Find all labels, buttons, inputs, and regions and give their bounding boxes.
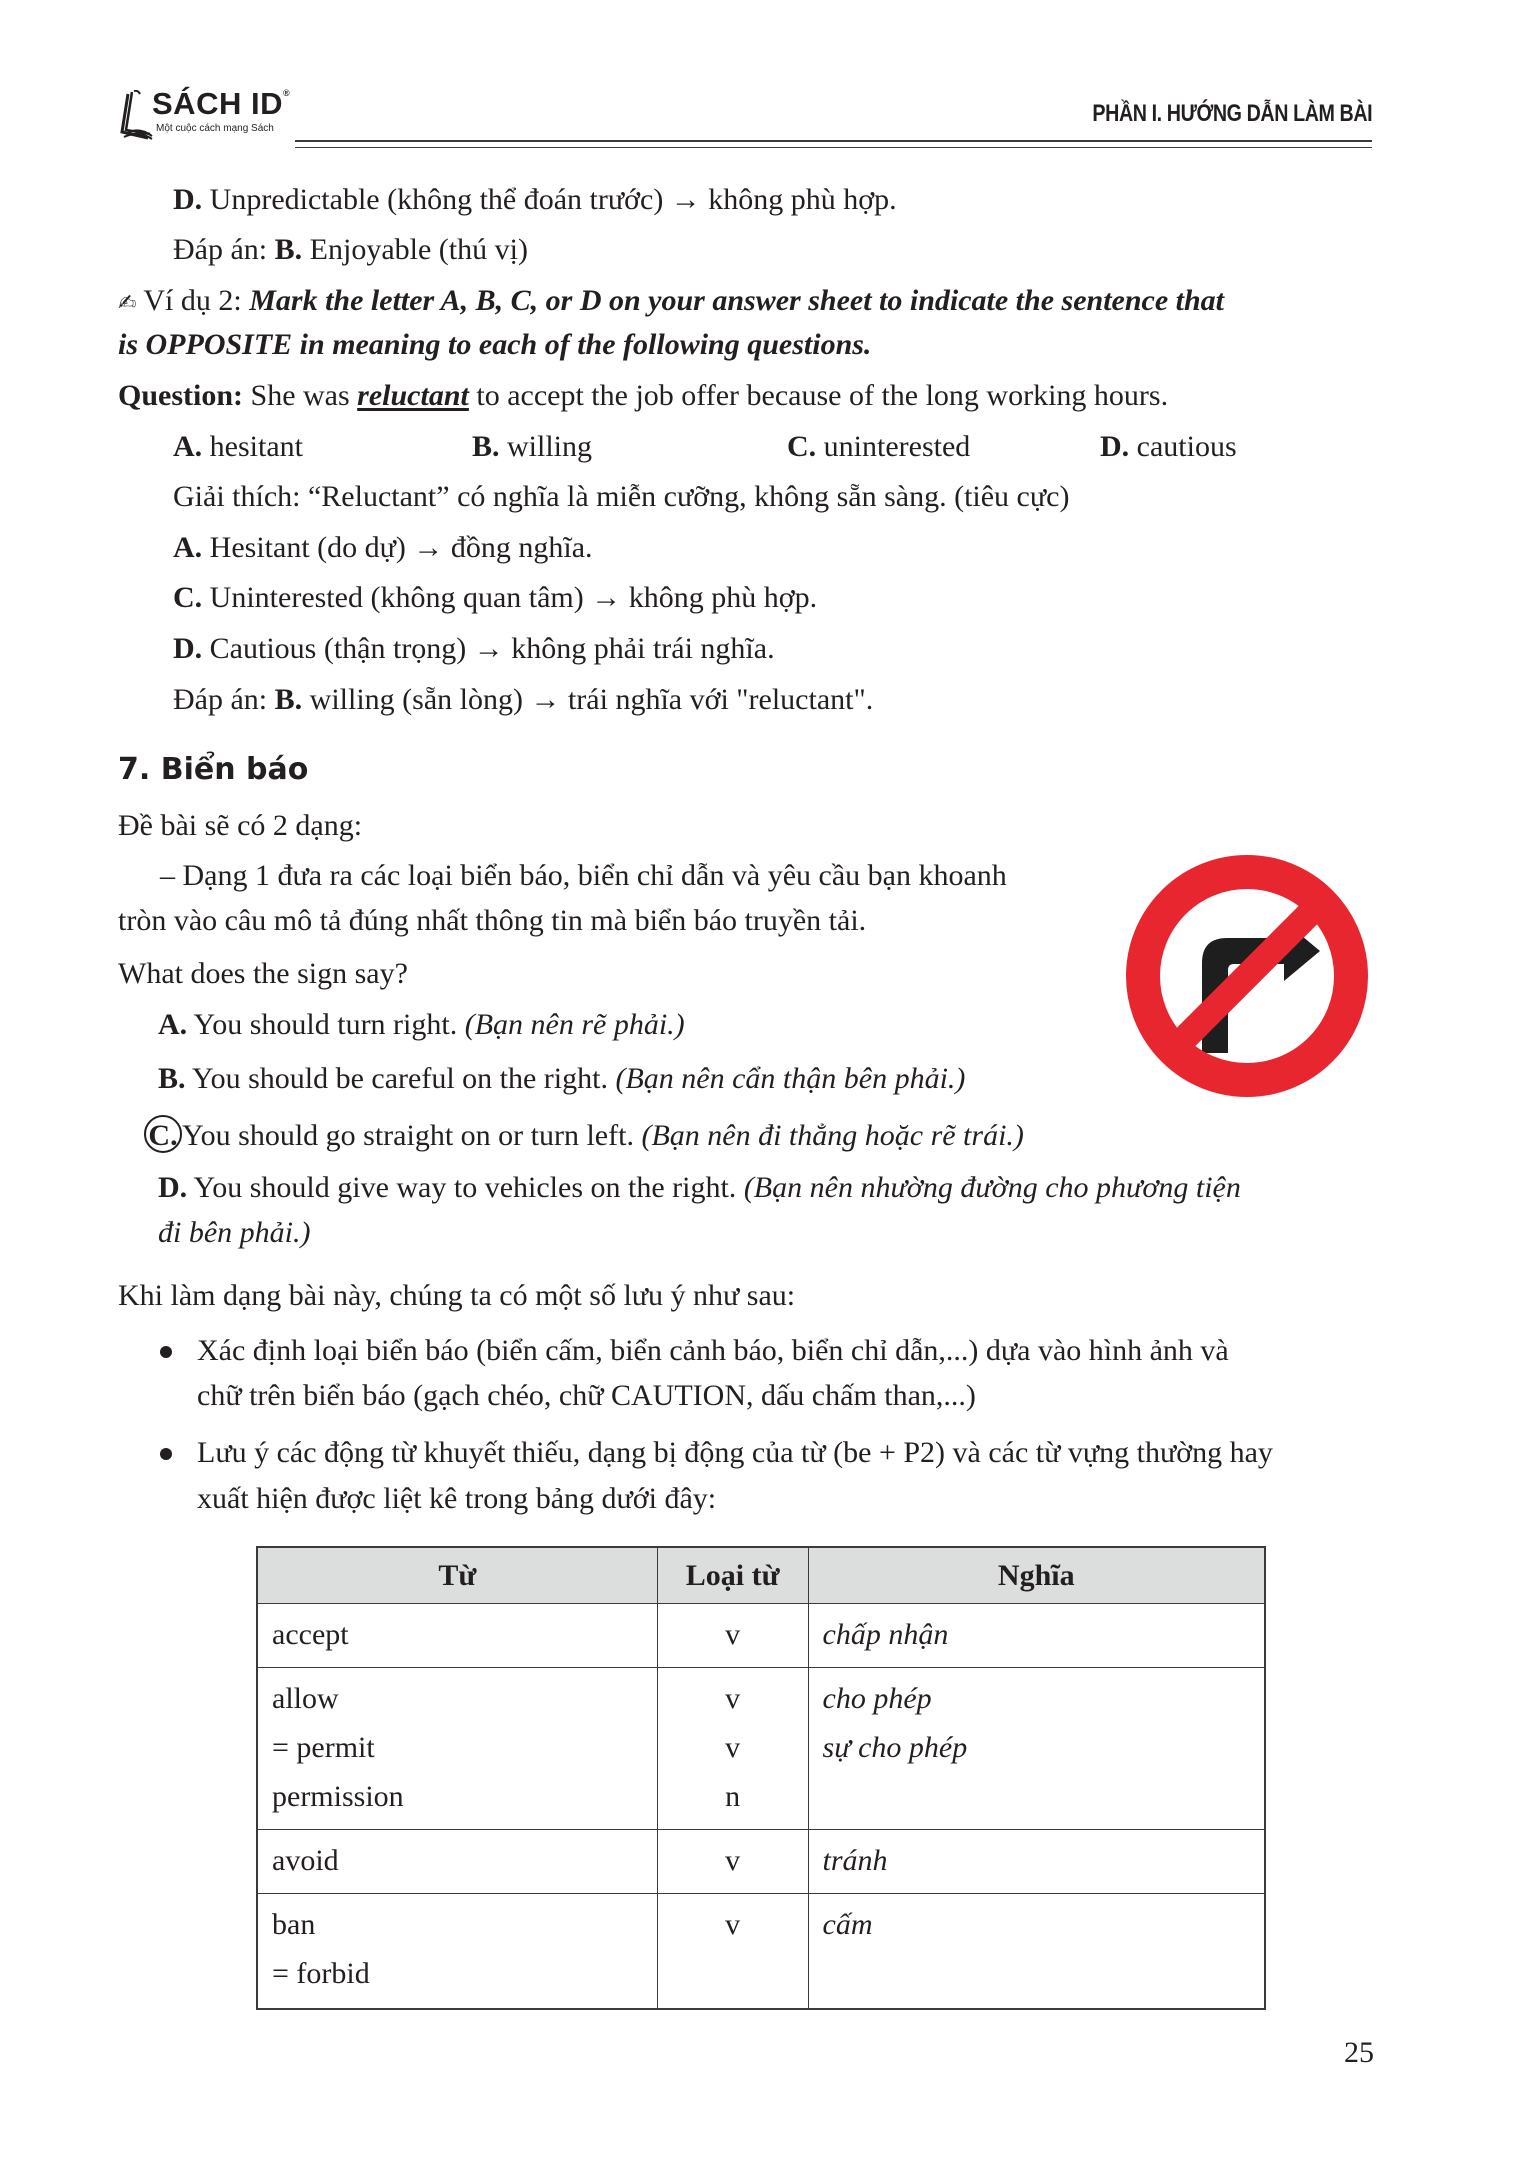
meaning: cấm: [822, 1908, 873, 1941]
section-heading: 7. Biển báo: [118, 752, 309, 787]
word: permission: [272, 1780, 404, 1813]
logo-tagline: Một cuộc cách mạng Sách: [156, 123, 274, 134]
no-right-turn-sign-icon: [1124, 853, 1370, 1099]
meaning: tránh: [822, 1844, 888, 1877]
sign-option-a: A. You should turn right. (Bạn nên rẽ phải.): [158, 1008, 685, 1041]
example2-question: Question: She was reluctant to accept the job offer because of the long working hours.: [118, 379, 1169, 412]
word: ban: [272, 1908, 316, 1941]
bullet-icon: [160, 1346, 172, 1358]
table-header-row: [257, 1547, 1265, 1604]
book-logo-icon: [118, 90, 154, 140]
table-row: [257, 1604, 1265, 1668]
selected-answer-circle: C.: [144, 1115, 182, 1153]
writing-hand-icon: ✍: [118, 291, 137, 316]
meaning: cho phép: [822, 1682, 932, 1715]
table-row: [257, 1894, 1265, 2009]
section-title: PHẦN I. HƯỚNG DẪN LÀM BÀI: [1092, 100, 1372, 127]
note-bullet-2: Lưu ý các động từ khuyết thiếu, dạng bị động của từ (be + P2) và các từ vựng thường hay: [197, 1436, 1273, 1469]
sign-option-d-line2: đi bên phải.): [158, 1216, 311, 1249]
publisher-logo: [118, 88, 308, 144]
word: accept: [272, 1618, 349, 1651]
example2-analysis-c: C. Uninterested (không quan tâm) → không phù hợp.: [173, 581, 818, 614]
column-header-word: Từ: [257, 1547, 657, 1604]
sign-option-c-selected: C. You should go straight on or turn left. (Bạn nên đi thẳng hoặc rẽ trái.): [148, 1115, 1024, 1154]
note-bullet-2-line2: xuất hiện được liệt kê trong bảng dưới đây:: [197, 1482, 717, 1515]
column-header-word-type: Loại từ: [657, 1547, 808, 1604]
example1-answer: Đáp án: B. Enjoyable (thú vị): [173, 233, 528, 266]
example1-option-d: D. Unpredictable (không thể đoán trước) → không phù hợp.: [173, 183, 897, 216]
word-type: v: [725, 1731, 741, 1764]
note-bullet-1: Xác định loại biển báo (biển cấm, biển cảnh báo, biển chỉ dẫn,...) dựa vào hình ảnh và: [197, 1334, 1229, 1367]
word-type: v: [725, 1908, 741, 1941]
example2-option-c: C. uninterested: [787, 430, 971, 463]
example2-option-b: B. willing: [472, 430, 593, 463]
word-type: v: [725, 1682, 741, 1715]
word-type: v: [725, 1618, 741, 1651]
example2-instruction-line2: is OPPOSITE in meaning to each of the following questions.: [118, 328, 872, 361]
header-divider: [295, 140, 1372, 148]
example2-option-a: A. hesitant: [173, 430, 303, 463]
table-row: [257, 1668, 1265, 1830]
logo-name: SÁCH ID: [152, 86, 283, 121]
vocabulary-table: [256, 1546, 1266, 2010]
word-type: n: [725, 1780, 741, 1813]
table-row: [257, 1830, 1265, 1894]
word: allow: [272, 1682, 339, 1715]
type1-description: – Dạng 1 đưa ra các loại biển báo, biển chỉ dẫn và yêu cầu bạn khoanh: [160, 859, 1007, 892]
example2-answer: Đáp án: B. willing (sẵn lòng) → trái nghĩa với "reluctant".: [173, 683, 874, 716]
sign-option-d: D. You should give way to vehicles on the right. (Bạn nên nhường đường cho phương tiện: [158, 1171, 1241, 1204]
word: = forbid: [272, 1957, 370, 1990]
example2-instruction: ✍ Ví dụ 2: Mark the letter A, B, C, or D on your answer sheet to indicate the sentence that: [118, 284, 1225, 317]
registered-mark: ®: [282, 88, 291, 98]
bullet-icon: [160, 1448, 172, 1460]
example2-explanation: Giải thích: “Reluctant” có nghĩa là miễn cưỡng, không sẵn sàng. (tiêu cực): [173, 480, 1070, 513]
column-header-meaning: Nghĩa: [808, 1547, 1265, 1604]
word: avoid: [272, 1844, 339, 1877]
note-bullet-1-line2: chữ trên biển báo (gạch chéo, chữ CAUTION, dấu chấm than,...): [197, 1379, 976, 1412]
sign-question: What does the sign say?: [118, 957, 408, 990]
word-type: v: [725, 1844, 741, 1877]
page-number: 25: [1344, 2036, 1374, 2069]
section-intro: Đề bài sẽ có 2 dạng:: [118, 809, 363, 842]
example2-option-d: D. cautious: [1100, 430, 1237, 463]
word: = permit: [272, 1731, 375, 1764]
type1-description-line2: tròn vào câu mô tả đúng nhất thông tin mà biển báo truyền tải.: [118, 904, 867, 937]
sign-option-b: B. You should be careful on the right. (Bạn nên cẩn thận bên phải.): [158, 1062, 966, 1095]
meaning: sự cho phép: [822, 1731, 968, 1764]
meaning: chấp nhận: [822, 1618, 949, 1651]
question-keyword: reluctant: [357, 379, 469, 412]
example2-analysis-a: A. Hesitant (do dự) → đồng nghĩa.: [173, 531, 593, 564]
example2-analysis-d: D. Cautious (thận trọng) → không phải trái nghĩa.: [173, 632, 775, 665]
notes-intro: Khi làm dạng bài này, chúng ta có một số lưu ý như sau:: [118, 1279, 796, 1312]
